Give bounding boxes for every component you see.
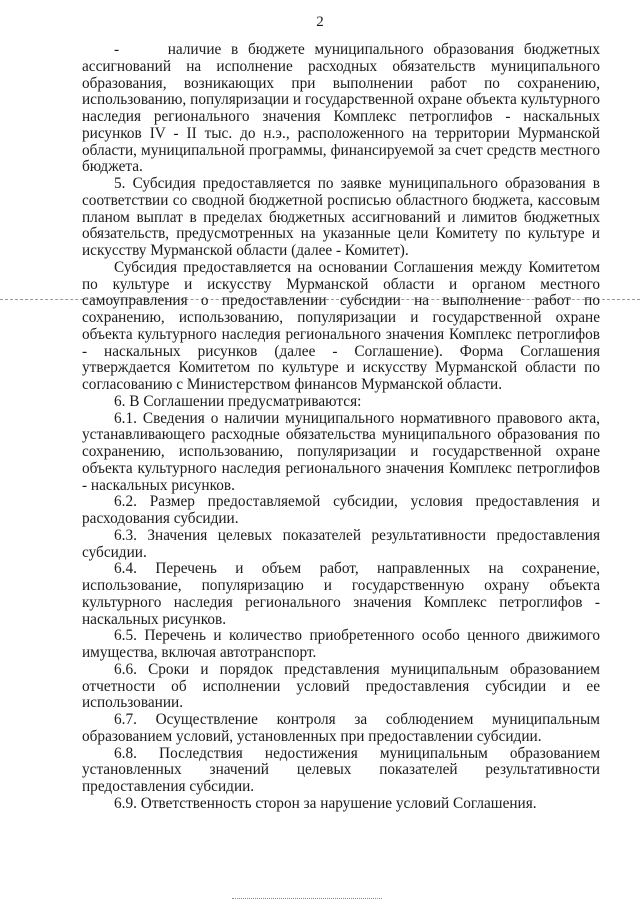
paragraph-agreement: Субсидия предоставляется на основании Соглашения между Комитетом по культуре и искусству Мурманской области и органом местного самоуправления о предоставлении субсидии на выполнение работ по сохранению, использованию, популяризации и государственной охране объекта культурного наследия регионального значения Комплекс петроглифов - наскальных рисунков (далее - Соглашение). Форма Соглашения утверждается Комитетом по культуре и искусству Мурманской области по согласованию с Министерством финансов Мурманской области. — [82, 258, 600, 393]
document-body — [82, 42, 600, 813]
scan-artifact-mark — [232, 898, 382, 899]
paragraph-6-8: 6.8. Последствия недостижения муниципальным образованием установленных значений целевых показателей результативности предоставления субсидии. — [82, 744, 600, 795]
paragraph-6-1: 6.1. Сведения о наличии муниципального нормативного правового акта, устанавливающего расходные обязательства муниципального образования по сохранению, использованию, популяризации и государственной охране объекта культурного наследия регионального значения Комплекс петроглифов - наскальных рисунков. — [82, 409, 600, 494]
paragraph-6-4: 6.4. Перечень и объем работ, направленных на сохранение, использование, популяризацию и государственную охрану объекта культурного наследия регионального значения Комплекс петроглифов - наскальных рисунков. — [82, 560, 600, 628]
paragraph-6-5: 6.5. Перечень и количество приобретенного особо ценного движимого имущества, включая автотранспорт. — [82, 627, 600, 661]
paragraph-budget-allocations: - наличие в бюджете муниципального образования бюджетных ассигнований на исполнение расходных обязательств муниципального образования, возникающих при выполнении работ по сохранению, использованию, популяризации и государственной охране объекта культурного наследия регионального значения Комплекс петроглифов - наскальных рисунков IV - II тыс. до н.э., расположенного на территории Мурманской области, муниципальной программы, финансируемой за счет средств местного бюджета. — [82, 41, 600, 176]
paragraph-6-9: 6.9. Ответственность сторон за нарушение условий Соглашения. — [114, 794, 537, 812]
paragraph-5: 5. Субсидия предоставляется по заявке муниципального образования в соответствии со сводной бюджетной росписью областного бюджета, кассовым планом выплат в пределах бюджетных ассигнований и лимитов бюджетных обязательств, предусмотренных на указанные цели Комитету по культуре и искусству Мурманской области (далее - Комитет). — [82, 175, 600, 259]
paragraph-6-3: 6.3. Значения целевых показателей результативности предоставления субсидии. — [82, 526, 600, 561]
page-number: 2 — [316, 14, 324, 30]
paragraph-6-6: 6.6. Сроки и порядок представления муниципальным образованием отчетности об исполнении условий предоставления субсидии и ее использовании. — [82, 660, 600, 712]
paragraph-6-2: 6.2. Размер предоставляемой субсидии, условия предоставления и расходования субсидии. — [82, 493, 600, 527]
paragraph-6: 6. В Соглашении предусматриваются: — [114, 392, 362, 410]
paragraph-6-7: 6.7. Осуществление контроля за соблюдением муниципальным образованием условий, установленных при предоставлении субсидии. — [82, 711, 600, 745]
